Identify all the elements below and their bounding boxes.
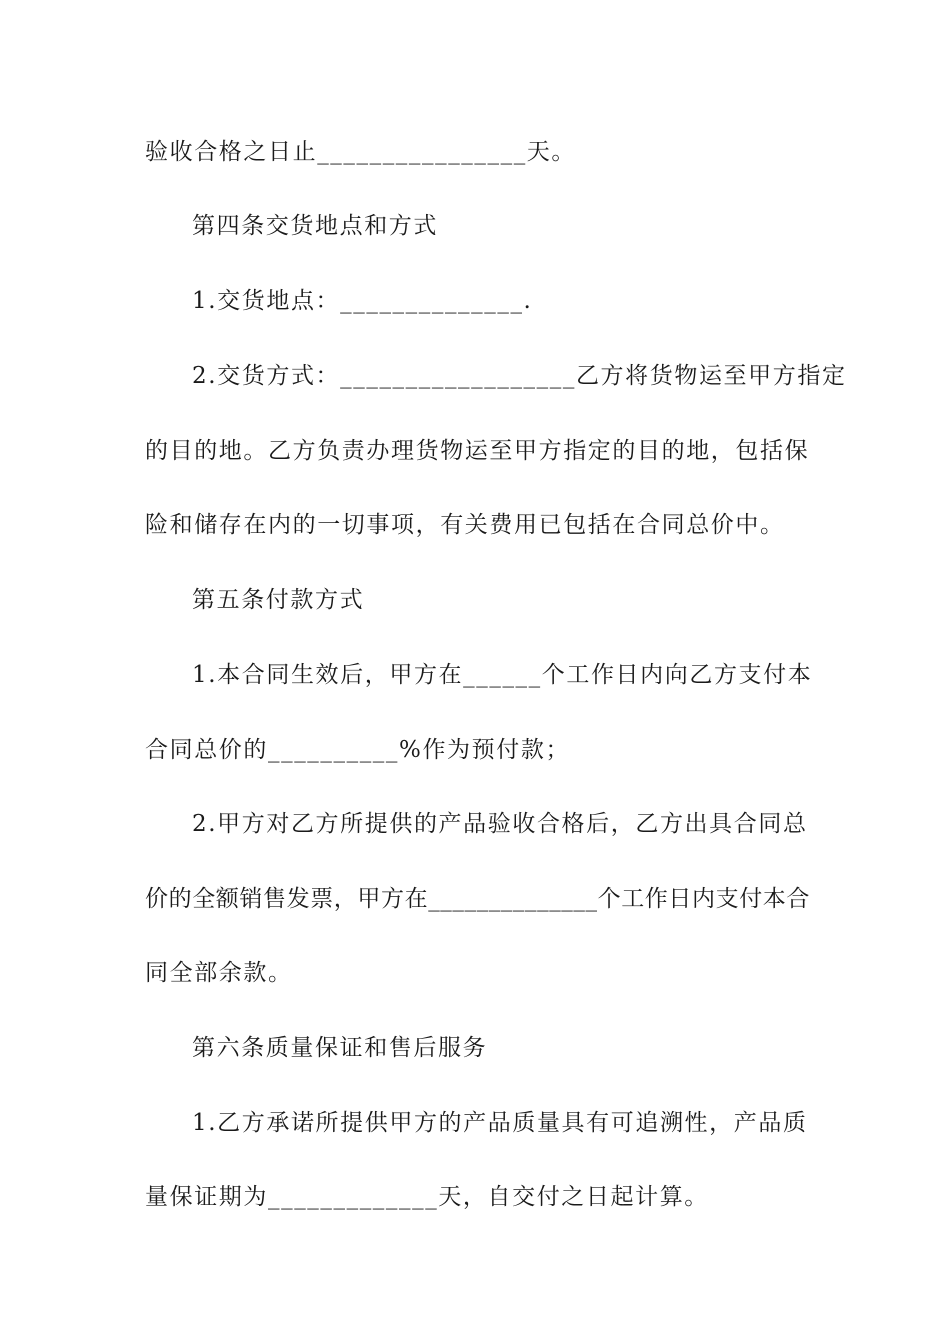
section-heading-4: 第四条交货地点和方式: [192, 213, 438, 239]
paragraph-line: 1.本合同生效后，甲方在______个工作日内向乙方支付本: [192, 662, 813, 688]
paragraph-line: 价的全额销售发票，甲方在______________个工作日内支付本合: [145, 886, 810, 912]
paragraph-line: 险和储存在内的一切事项，有关费用已包括在合同总价中。: [145, 512, 785, 538]
paragraph-line: 量保证期为_____________天，自交付之日起计算。: [145, 1184, 709, 1210]
paragraph-line: 2.交货方式：__________________乙方将货物运至甲方指定: [192, 363, 847, 389]
paragraph-line: 1.交货地点：______________.: [192, 288, 533, 314]
paragraph-line: 同全部余款。: [145, 960, 293, 986]
paragraph-line: 合同总价的__________%作为预付款；: [145, 737, 571, 763]
paragraph-line: 2.甲方对乙方所提供的产品验收合格后，乙方出具合同总: [192, 811, 808, 837]
section-heading-6: 第六条质量保证和售后服务: [192, 1035, 488, 1061]
paragraph-line: 验收合格之日止________________天。: [145, 139, 576, 165]
paragraph-line: 的目的地。乙方负责办理货物运至甲方指定的目的地，包括保: [145, 438, 810, 464]
section-heading-5: 第五条付款方式: [192, 587, 365, 613]
paragraph-line: 1.乙方承诺所提供甲方的产品质量具有可追溯性，产品质: [192, 1110, 808, 1136]
